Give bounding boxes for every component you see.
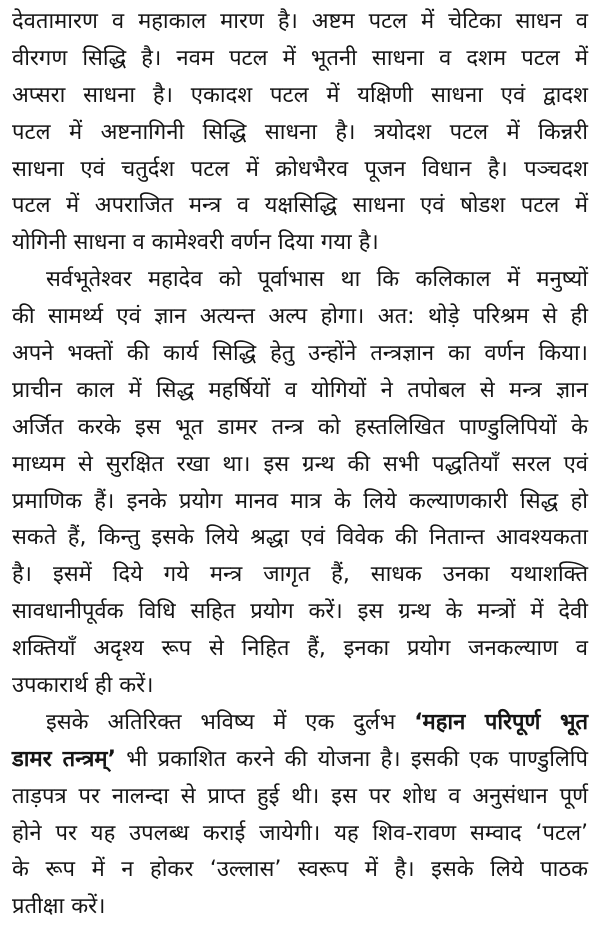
paragraph-1 (12, 4, 588, 262)
text-segment: प्रतीक्षा करें। (12, 894, 106, 920)
text-line (12, 705, 588, 742)
text-line (12, 889, 588, 926)
text-line (12, 668, 588, 705)
text-line (12, 594, 588, 631)
bold-text-segment: डामर तन्त्रम्’ (12, 746, 116, 772)
bold-text-segment: ‘महान परिपूर्ण भूत (414, 709, 588, 735)
text-line (12, 557, 588, 594)
text-line (12, 188, 588, 225)
text-segment: उपकारार्थ ही करें। (12, 673, 154, 699)
text-segment: होने पर यह उपलब्ध कराई जायेगी। यह शिव-रावण सम्वाद ‘पटल’ (12, 820, 588, 846)
text-segment: सर्वभूतेश्वर महादेव को पूर्वाभास था कि कलिकाल में मनुष्यों (46, 267, 588, 293)
text-line (12, 373, 588, 410)
text-segment: सकते हैं, किन्तु इसके लिये श्रद्धा एवं विवेक की नितान्त आवश्यकता (12, 525, 588, 551)
text-line (12, 410, 588, 447)
text-segment: सावधानीपूर्वक विधि सहित प्रयोग करें। इस ग्रन्थ के मन्त्रों में देवी (12, 599, 588, 625)
paragraph-2 (12, 262, 588, 705)
text-segment: अर्जित करके इस भूत डामर तन्त्र को हस्तलिखित पाण्डुलिपियों के (12, 414, 588, 440)
text-line (12, 631, 588, 668)
text-line (12, 299, 588, 336)
text-line (12, 742, 588, 779)
paragraph-3 (12, 705, 588, 926)
text-segment: अप्सरा साधना है। एकादश पटल में यक्षिणी साधना एवं द्वादश (12, 82, 588, 108)
text-segment: है। इसमें दिये गये मन्त्र जागृत हैं, साधक उनका यथाशक्ति (12, 562, 588, 588)
text-segment: प्राचीन काल में सिद्ध महर्षियों व योगियों ने तपोबल से मन्त्र ज्ञान (12, 377, 588, 403)
text-line (12, 484, 588, 521)
text-segment: ताड़पत्र पर नालन्दा से प्राप्त हुई थी। इस पर शोध व अनुसंधान पूर्ण (12, 783, 588, 809)
text-line (12, 262, 588, 299)
text-segment: पटल में अष्टनागिनी सिद्धि साधना है। त्रयोदश पटल में किन्नरी (12, 119, 588, 145)
text-line (12, 41, 588, 78)
text-segment: माध्यम से सुरक्षित रखा था। इस ग्रन्थ की सभी पद्धतियाँ सरल एवं (12, 451, 588, 477)
text-line (12, 520, 588, 557)
text-line (12, 852, 588, 889)
text-line (12, 78, 588, 115)
text-segment: की सामर्थ्य एवं ज्ञान अत्यन्त अल्प होगा। अत: थोड़े परिश्रम से ही (12, 304, 588, 330)
text-segment: के रूप में न होकर ‘उल्लास’ स्वरूप में है। इसके लिये पाठक (12, 857, 588, 883)
text-segment: देवतामारण व महाकाल मारण है। अष्टम पटल में चेटिका साधन व (12, 9, 588, 34)
text-segment: प्रमाणिक हैं। इनके प्रयोग मानव मात्र के लिये कल्याणकारी सिद्ध हो (12, 488, 588, 514)
text-segment: साधना एवं चतुर्दश पटल में क्रोधभैरव पूजन विधान है। पञ्चदश (12, 156, 588, 182)
text-line (12, 152, 588, 189)
text-line (12, 115, 588, 152)
text-segment: पटल में अपराजित मन्त्र व यक्षसिद्धि साधना एवं षोडश पटल में (12, 193, 588, 219)
text-segment: वीरगण सिद्धि है। नवम पटल में भूतनी साधना व दशम पटल में (12, 45, 588, 71)
text-segment: इसके अतिरिक्त भविष्य में एक दुर्लभ (46, 709, 415, 735)
text-segment: योगिनी साधना व कामेश्वरी वर्णन दिया गया है। (12, 230, 379, 256)
text-line (12, 816, 588, 853)
text-segment: भी प्रकाशित करने की योजना है। इसकी एक पाण्डुलिपि (115, 746, 588, 772)
text-line (12, 4, 588, 41)
text-line (12, 779, 588, 816)
text-line (12, 336, 588, 373)
text-line (12, 225, 588, 262)
text-line (12, 447, 588, 484)
text-segment: अपने भक्तों की कार्य सिद्धि हेतु उन्होंने तन्त्रज्ञान का वर्णन किया। (12, 341, 588, 367)
text-segment: शक्तियाँ अदृश्य रूप से निहित हैं, इनका प्रयोग जनकल्याण व (12, 636, 588, 662)
